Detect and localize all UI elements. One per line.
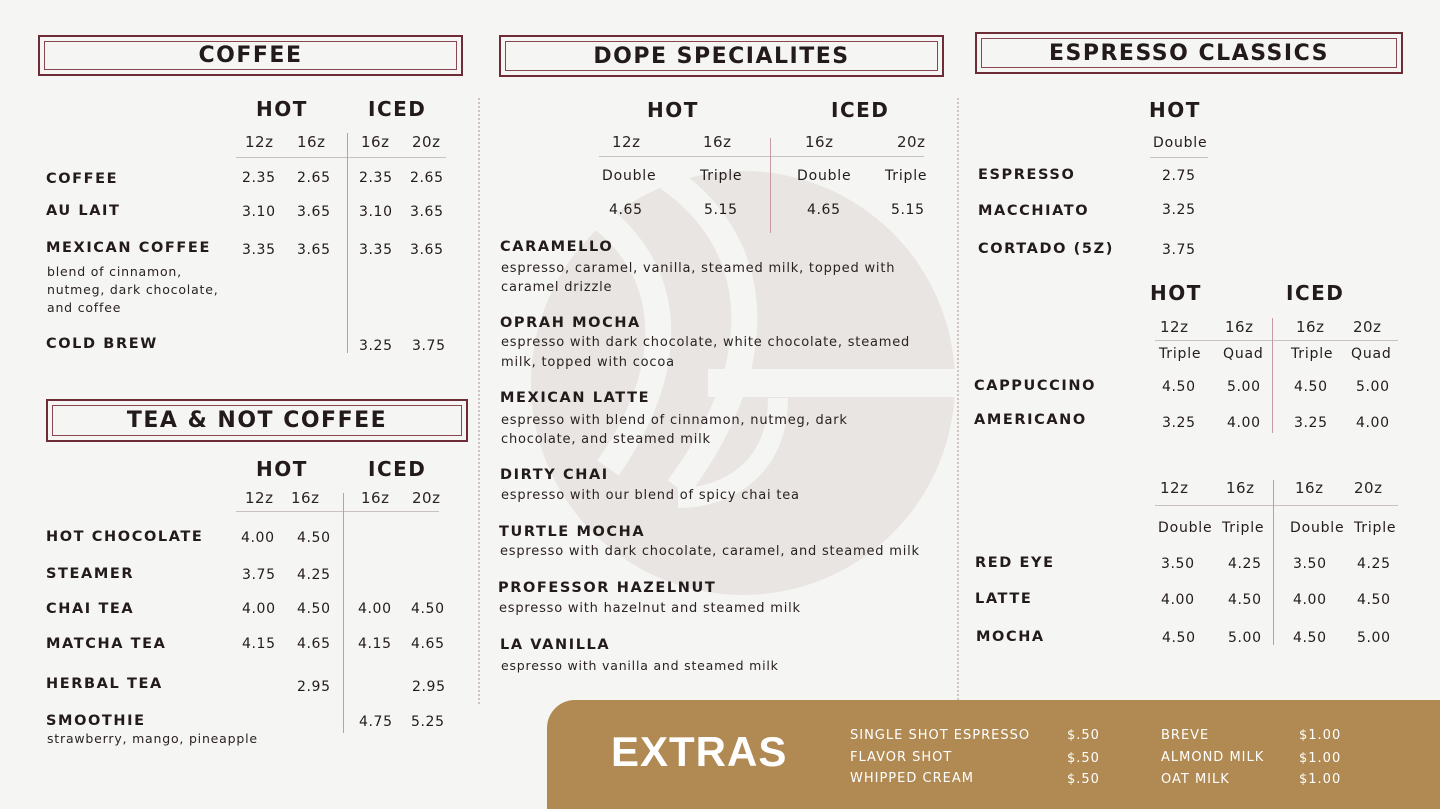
menu-item-name: MATCHA TEA: [46, 636, 167, 652]
menu-item-name: CORTADO (5Z): [978, 241, 1114, 257]
price: 4.15: [242, 636, 276, 652]
espresso-hot-header: HOT: [1150, 281, 1202, 305]
price: 2.65: [297, 170, 331, 186]
menu-item-name: TURTLE MOCHA: [499, 524, 646, 540]
shot-label: Quad: [1351, 346, 1392, 362]
price: 5.15: [891, 202, 925, 218]
menu-item-name: CARAMELLO: [500, 239, 614, 255]
tea-iced-header: ICED: [368, 457, 427, 481]
shot-label: Double: [1153, 135, 1208, 151]
price: 4.00: [241, 530, 275, 546]
extras-panel: [547, 700, 1440, 809]
extra-item-price: $1.00: [1299, 728, 1342, 743]
size-label: 16z: [291, 489, 320, 507]
shot-label: Double: [1158, 520, 1213, 536]
price: 3.25: [359, 338, 393, 354]
espresso-title-box: [975, 32, 1403, 74]
size-label: 12z: [1160, 318, 1189, 336]
price: 5.00: [1228, 630, 1262, 646]
size-underline: [599, 156, 924, 157]
specialties-title-box: [499, 35, 944, 77]
menu-item-desc: espresso with dark chocolate, white chocolate, steamed milk, topped with cocoa: [501, 335, 911, 370]
menu-item-name: MEXICAN COFFEE: [46, 240, 211, 256]
extra-item-price: $1.00: [1299, 772, 1342, 787]
price: 4.50: [1293, 630, 1327, 646]
coffee-iced-header: ICED: [368, 97, 427, 121]
size-label: 20z: [412, 489, 441, 507]
menu-item-name: LATTE: [975, 591, 1033, 607]
extra-item-name: BREVE: [1161, 728, 1210, 743]
price: 4.00: [1227, 415, 1261, 431]
price: 4.25: [297, 567, 331, 583]
menu-item-desc: strawberry, mango, pineapple: [47, 731, 258, 746]
price: 2.65: [410, 170, 444, 186]
menu-item-name: AMERICANO: [974, 412, 1087, 428]
price: 5.00: [1356, 379, 1390, 395]
menu-item-name: MEXICAN LATTE: [500, 390, 651, 406]
shot-label: Triple: [1159, 346, 1202, 362]
size-label: 20z: [1353, 318, 1382, 336]
specialties-title: DOPE SPECIALITES: [505, 41, 938, 71]
coffee-title: COFFEE: [44, 41, 457, 70]
extra-item-name: SINGLE SHOT ESPRESSO: [850, 728, 1031, 743]
menu-item-name: RED EYE: [975, 555, 1055, 571]
size-underline: [1155, 340, 1398, 341]
price: 3.75: [242, 567, 276, 583]
extra-item-name: WHIPPED CREAM: [850, 771, 974, 786]
price: 3.35: [242, 242, 276, 258]
size-label: 16z: [361, 489, 390, 507]
price: 3.65: [410, 242, 444, 258]
price: 4.50: [297, 601, 331, 617]
price: 2.35: [242, 170, 276, 186]
coffee-title-box: [38, 35, 463, 76]
size-label: 16z: [1225, 318, 1254, 336]
size-label: 12z: [612, 133, 641, 151]
price: 4.25: [1357, 556, 1391, 572]
menu-item-name: HERBAL TEA: [46, 676, 163, 692]
price: 3.65: [297, 242, 331, 258]
price: 3.10: [242, 204, 276, 220]
hot-iced-divider: [1272, 318, 1273, 433]
shot-label: Triple: [1291, 346, 1334, 362]
price: 3.35: [359, 242, 393, 258]
menu-item-desc: espresso, caramel, vanilla, steamed milk, topped with caramel drizzle: [501, 261, 896, 295]
size-label: 12z: [245, 133, 274, 151]
extras-title: EXTRAS: [611, 728, 788, 775]
price: 4.65: [411, 636, 445, 652]
price: 4.00: [242, 601, 276, 617]
price: 2.35: [359, 170, 393, 186]
price: 4.50: [1162, 630, 1196, 646]
menu-item-desc: espresso with vanilla and steamed milk: [501, 658, 779, 673]
price: 3.65: [410, 204, 444, 220]
menu-item-name: MACCHIATO: [978, 203, 1090, 219]
column-divider: [957, 98, 959, 700]
menu-item-desc: espresso with hazelnut and steamed milk: [499, 601, 801, 616]
price: 3.50: [1161, 556, 1195, 572]
price: 3.25: [1162, 415, 1196, 431]
price: 5.25: [411, 714, 445, 730]
coffee-hot-header: HOT: [256, 97, 308, 121]
espresso-hot-header: HOT: [1149, 98, 1201, 122]
specialties-iced-header: ICED: [831, 98, 890, 122]
price: 3.50: [1293, 556, 1327, 572]
menu-item-name: STEAMER: [46, 566, 135, 582]
price: 4.75: [359, 714, 393, 730]
price: 4.00: [1356, 415, 1390, 431]
size-underline: [236, 157, 446, 158]
shot-label: Triple: [1354, 520, 1397, 536]
price: 3.25: [1294, 415, 1328, 431]
price: 2.95: [412, 679, 446, 695]
price: 2.95: [297, 679, 331, 695]
shot-label: Triple: [1222, 520, 1265, 536]
price: 4.65: [807, 202, 841, 218]
tea-title: TEA & NOT COFFEE: [52, 405, 462, 436]
extra-item-price: $1.00: [1299, 751, 1342, 766]
price: 4.50: [1294, 379, 1328, 395]
menu-item-name: DIRTY CHAI: [500, 467, 609, 483]
price: 4.50: [1228, 592, 1262, 608]
menu-item-name: CAPPUCCINO: [974, 378, 1097, 394]
extra-item-price: $.50: [1067, 751, 1100, 766]
price: 4.50: [297, 530, 331, 546]
extra-item-name: OAT MILK: [1161, 772, 1230, 787]
price: 3.65: [297, 204, 331, 220]
menu-item-name: ESPRESSO: [978, 167, 1076, 183]
price: 4.00: [1293, 592, 1327, 608]
size-label: 20z: [412, 133, 441, 151]
size-label: 20z: [897, 133, 926, 151]
espresso-iced-header: ICED: [1286, 281, 1345, 305]
size-label: 16z: [703, 133, 732, 151]
menu-item-name: AU LAIT: [46, 203, 121, 219]
shot-label: Triple: [885, 168, 928, 184]
menu-item-name: OPRAH MOCHA: [500, 315, 641, 331]
price: 4.15: [358, 636, 392, 652]
shot-label: Double: [1290, 520, 1345, 536]
specialties-hot-header: HOT: [647, 98, 699, 122]
price: 5.00: [1227, 379, 1261, 395]
hot-iced-divider: [770, 138, 771, 233]
menu-item-name: MOCHA: [976, 629, 1045, 645]
espresso-title: ESPRESSO CLASSICS: [981, 38, 1397, 68]
menu-item-desc: blend of cinnamon, nutmeg, dark chocolate, and coffee: [47, 264, 219, 315]
menu-item-name: LA VANILLA: [500, 637, 611, 653]
size-underline: [236, 511, 439, 512]
price: 2.75: [1162, 168, 1196, 184]
size-label: 16z: [361, 133, 390, 151]
size-label: 16z: [297, 133, 326, 151]
size-label: 16z: [1226, 479, 1255, 497]
price: 4.50: [1357, 592, 1391, 608]
price: 5.00: [1357, 630, 1391, 646]
price: 5.15: [704, 202, 738, 218]
menu-item-name: CHAI TEA: [46, 601, 135, 617]
hot-iced-divider: [343, 493, 344, 733]
price: 3.75: [1162, 242, 1196, 258]
size-underline: [1150, 157, 1208, 158]
size-label: 12z: [1160, 479, 1189, 497]
extra-item-name: FLAVOR SHOT: [850, 750, 953, 765]
menu-item-desc: espresso with dark chocolate, caramel, and steamed milk: [500, 544, 920, 559]
size-label: 16z: [805, 133, 834, 151]
price: 3.25: [1162, 202, 1196, 218]
size-underline: [1155, 505, 1398, 506]
shot-label: Triple: [700, 168, 743, 184]
price: 4.50: [1162, 379, 1196, 395]
size-label: 16z: [1296, 318, 1325, 336]
price: 4.00: [1161, 592, 1195, 608]
price: 3.10: [359, 204, 393, 220]
size-label: 20z: [1354, 479, 1383, 497]
menu-item-desc: espresso with our blend of spicy chai tea: [501, 488, 800, 503]
shot-label: Double: [797, 168, 852, 184]
size-label: 16z: [1295, 479, 1324, 497]
menu-item-name: COFFEE: [46, 171, 119, 187]
menu-item-desc: espresso with blend of cinnamon, nutmeg, dark chocolate, and steamed milk: [501, 413, 848, 447]
hot-iced-divider: [1273, 480, 1274, 645]
price: 4.50: [411, 601, 445, 617]
price: 4.65: [297, 636, 331, 652]
extra-item-name: ALMOND MILK: [1161, 750, 1265, 765]
menu-item-name: HOT CHOCOLATE: [46, 529, 204, 545]
tea-hot-header: HOT: [256, 457, 308, 481]
tea-title-box: [46, 399, 468, 442]
column-divider: [478, 98, 480, 704]
price: 3.75: [412, 338, 446, 354]
shot-label: Double: [602, 168, 657, 184]
shot-label: Quad: [1223, 346, 1264, 362]
menu-item-name: PROFESSOR HAZELNUT: [498, 580, 717, 596]
extra-item-price: $.50: [1067, 772, 1100, 787]
price: 4.00: [358, 601, 392, 617]
size-label: 12z: [245, 489, 274, 507]
price: 4.65: [609, 202, 643, 218]
menu-item-name: SMOOTHIE: [46, 713, 146, 729]
price: 4.25: [1228, 556, 1262, 572]
hot-iced-divider: [347, 133, 348, 353]
menu-item-name: COLD BREW: [46, 336, 158, 352]
extra-item-price: $.50: [1067, 728, 1100, 743]
